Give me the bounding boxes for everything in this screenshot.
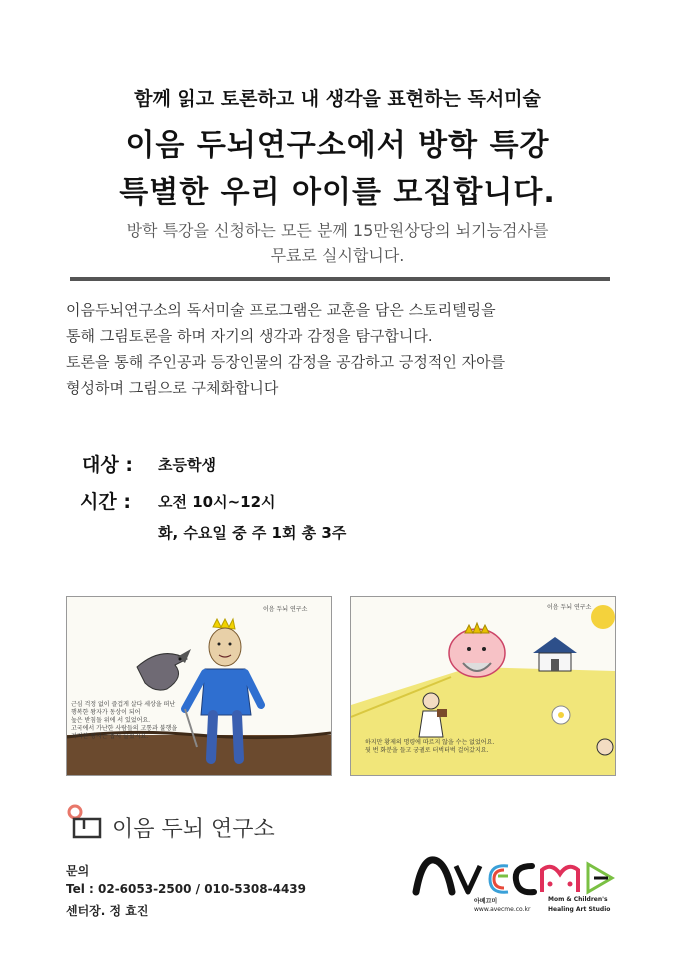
description-line-3: 토론을 통해 주인공과 등장인물의 감정을 공감하고 긍정적인 자아를 [66,353,506,371]
description-line-1: 이음두뇌연구소의 독서미술 프로그램은 교훈을 담은 스토리텔링을 [66,301,496,319]
brand-korean-name: 아베끄미 [474,898,498,905]
org-name: 이음 두뇌 연구소 [112,817,275,842]
target-label: 대상 : [82,454,133,476]
caption-1-line-3: 높은 받침돌 위에 서 있었어요. [71,717,151,724]
child-artwork-emperor [350,596,616,776]
target-value: 초등학생 [158,456,216,474]
time-value-1: 오전 10시~12시 [158,493,276,511]
caption-2-line-1: 하지만 황제의 명령에 따르지 않을 수는 없었어요. [365,739,495,746]
subhead: 함께 읽고 토론하고 내 생각을 표현하는 독서미술 [134,88,541,110]
contact-label: 문의 [66,864,90,878]
description-line-4: 형성하며 그림으로 구체화합니다 [66,379,279,397]
svg-text:이음 두뇌 연구소: 이음 두뇌 연구소 [547,604,592,611]
caption-1-line-4: 고국에서 가난한 사람들의 고통과 불행을 [71,725,178,732]
title-line-2: 특별한 우리 아이를 모집합니다. [119,175,556,210]
artwork-drawing-1 [67,597,331,775]
caption-1-line-2: 행복한 왕자가 동상이 되어 [71,709,141,716]
description-line-2: 통해 그림토론을 하며 자기의 생각과 감정을 탐구합니다. [66,327,433,345]
caption-2-line-2: 뒷 번 화분을 들고 궁궐로 터벅터벅 걸어갔지요. [365,747,489,754]
offer-line-2: 무료로 실시합니다. [270,246,405,265]
caption-1-line-1: 근심 걱정 없이 즐겁게 살다 세상을 떠난 [71,701,176,708]
artwork-caption-1 [71,701,271,741]
section-divider [70,277,610,281]
contact-director: 센터장. 정 효진 [66,904,149,918]
artwork-caption-2 [365,739,585,755]
brand-tagline-2: Healing Art Studio [548,906,611,913]
child-artwork-happy-prince [66,596,332,776]
title-line-1: 이음 두뇌연구소에서 방학 특강 [125,128,550,163]
brand-tagline-1: Mom & Children's [548,896,608,903]
caption-1-line-5: 지켜본 왕자는 몹시 슬펐지요. [71,733,149,740]
time-value-2: 화, 수요일 중 주 1회 총 3주 [158,524,347,542]
time-label: 시간 : [80,491,131,513]
contact-phone: Tel : 02-6053-2500 / 010-5308-4439 [66,882,306,896]
brand-url: www.avecme.co.kr [474,906,531,913]
org-logo-icon [66,803,106,843]
offer-line-1: 방학 특강을 신청하는 모든 분께 15만원상당의 뇌기능검사를 [126,221,549,240]
svg-text:이음 두뇌 연구소: 이음 두뇌 연구소 [263,606,308,613]
